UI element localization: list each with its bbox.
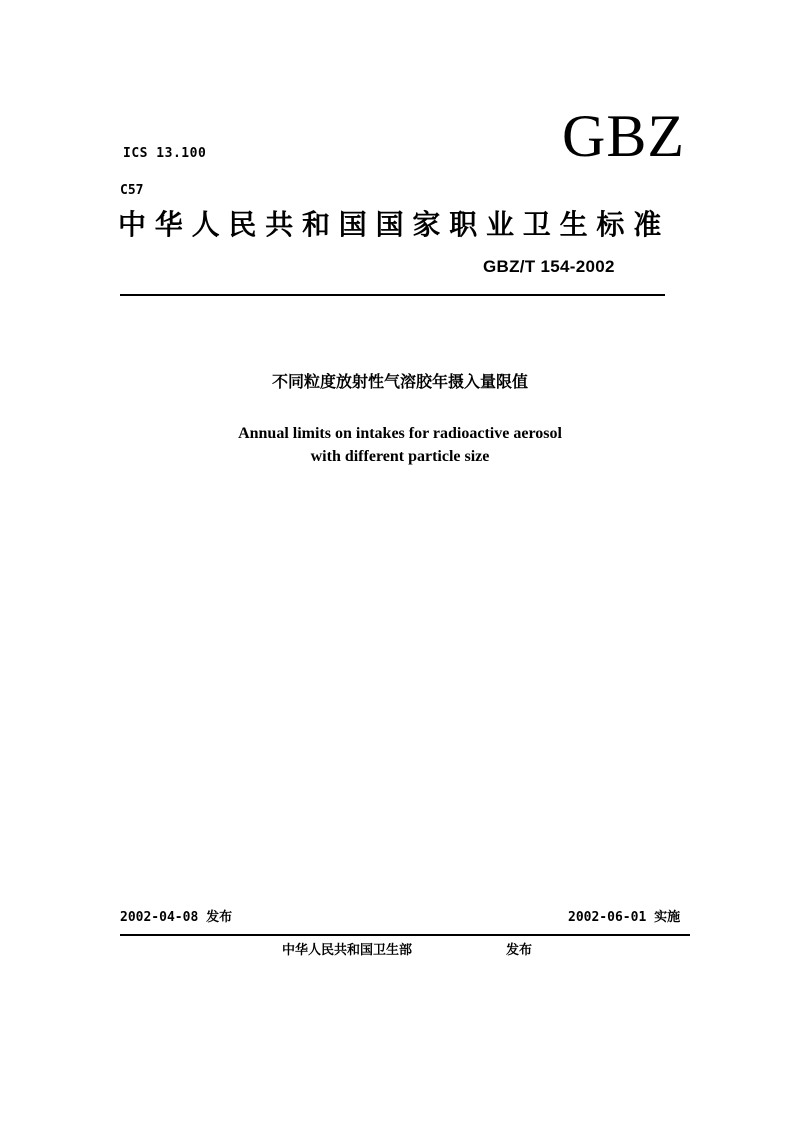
document-title-en-line1: Annual limits on intakes for radioactive aerosol [238,425,562,442]
top-divider [120,294,665,296]
standard-number: GBZ/T 154-2002 [483,257,615,276]
issue-date: 2002-04-08 发布 [120,910,233,925]
document-title-en-line2: with different particle size [310,448,490,465]
bottom-divider [120,934,690,936]
document-title-zh: 不同粒度放射性气溶胶年摄入量限值 [271,372,528,391]
publisher-name: 中华人民共和国卫生部 [282,943,413,958]
ics-code: ICS 13.100 [123,146,207,161]
organization-title: 中华人民共和国国家职业卫生标准 [118,208,671,241]
implementation-date: 2002-06-01 实施 [568,910,681,925]
publish-label: 发布 [506,943,533,958]
gbz-logo: GBZ [562,103,685,169]
ccs-code: C57 [120,183,144,198]
